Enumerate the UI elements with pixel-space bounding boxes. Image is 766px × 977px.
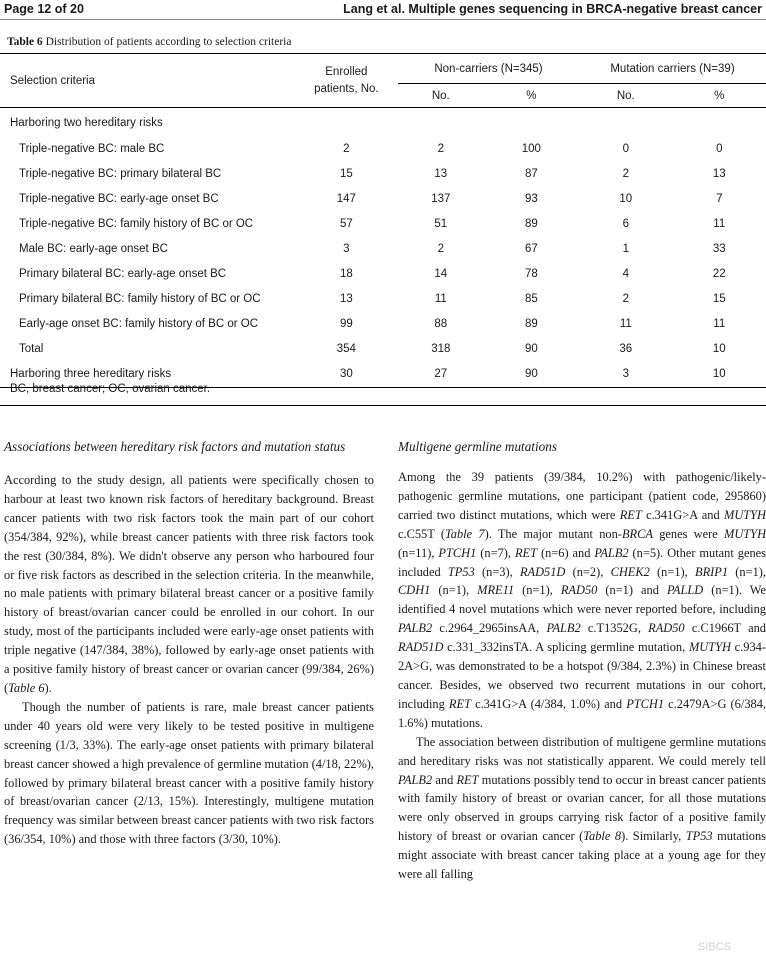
paragraph-male-patients: Though the number of patients is rare, male breast cancer patients under 40 years old were very likely to be tested positive in multigene screening (1/3, 33%). The early-age onset patients with primary bilateral breast cancer showed a high prevalence of germline mutation (4/18, 22%), followed by primary bilateral breast cancer with a positive family history of breast/ovarian cancer (2/13, 15%). Interestingly, multigene mutation frequency was similar between breast cancer patients with two risk factors (36/354, 10%) and those with three factors (3/30, 10%).: [4, 699, 374, 847]
cell-criteria: Primary bilateral BC: family history of BC or OC: [19, 292, 261, 305]
italic-term: MUTYH: [724, 507, 766, 522]
cell-enrolled: 18: [339, 267, 353, 280]
italic-term: Table 7: [445, 526, 485, 541]
italic-term: RET: [619, 507, 642, 522]
italic-term: PTCH1: [438, 545, 477, 560]
paragraph-text: (n=2),: [565, 564, 611, 579]
running-title: Lang et al. Multiple genes sequencing in BRCA-negative breast cancer: [343, 2, 762, 16]
paragraph-text: c.341G>A (4/384, 1.0%) and: [470, 696, 627, 711]
italic-term: PTCH1: [626, 696, 665, 711]
cell-criteria: Male BC: early-age onset BC: [19, 242, 168, 255]
italic-term: PALB2: [398, 621, 433, 636]
cell-enrolled: 13: [339, 292, 353, 305]
italic-term: Table 8: [583, 829, 622, 844]
paragraph-text: (n=1),: [430, 583, 478, 598]
cell-mc-no: 2: [622, 167, 629, 180]
paragraph-text: According to the study design, all patients were specifically chosen to harbour at least two known risk factors of hereditary background. Breast cancer patients with two risk factors took the main part of our cohort (354/384, 92%), while breast cancer patients with three risk factors took the rest (30/384, 8%). We didn't observe any person who harboured four or five risk factors as described in the selection criteria. In the meanwhile, no male patients with primary bilateral breast cancer or a positive family history of breast/ovarian cancer could be enrolled in our cohort. In our study, most of the participants included were early-age onset patients with triple negative (147/384, 38%), followed by early-age onset patients with a positive family history of breast cancer or ovarian cancer (99/384, 26%) (: [4, 473, 374, 695]
paragraph-text: (n=6) and: [536, 545, 595, 560]
cell-mc-pct: 13: [712, 167, 726, 180]
cell-nc-pct: 89: [524, 217, 538, 230]
header-mc-pct: %: [673, 84, 766, 108]
italic-term: PALB2: [594, 545, 629, 560]
italic-term: MUTYH: [724, 526, 766, 541]
italic-term: CHEK2: [610, 564, 650, 579]
cell-nc-pct: 90: [484, 361, 579, 388]
right-column: [398, 438, 766, 884]
table-bottom-rule: [0, 405, 766, 406]
header-selection-criteria: Selection criteria: [0, 54, 295, 108]
paragraph-mutations-found: [398, 468, 766, 733]
table-caption-label: Table 6: [7, 36, 43, 48]
cell-mc-no: 0: [622, 142, 629, 155]
paragraph-text: mutations might associate with breast cancer taking place at a young age for they were all falling: [398, 829, 766, 882]
cell-criteria: Triple-negative BC: early-age onset BC: [19, 192, 219, 205]
group-label-two-risks: Harboring two hereditary risks: [10, 117, 163, 129]
cell-mc-pct: 22: [712, 267, 726, 280]
italic-term: PALB2: [398, 772, 433, 787]
cell-nc-pct: 85: [524, 292, 538, 305]
cell-mc-pct: 10: [712, 342, 726, 355]
cell-nc-no: 11: [434, 292, 447, 305]
paragraph-text: ). The major mutant non-: [484, 526, 622, 541]
table-caption-text: Distribution of patients according to selection criteria: [42, 36, 292, 48]
paragraph-text: (n=11),: [398, 545, 439, 560]
cell-mc-pct: 15: [712, 292, 726, 305]
cell-enrolled: 3: [343, 242, 350, 255]
cell-mc-pct: 33: [712, 242, 726, 255]
cell-nc-no: 2: [437, 142, 444, 155]
paragraph-text: c.C55T (: [398, 526, 445, 541]
cell-mc-no: 10: [619, 192, 633, 205]
italic-term: RAD50: [648, 621, 685, 636]
table-row: [0, 136, 766, 161]
cell-nc-pct: 78: [524, 267, 538, 280]
section-title-multigene: Multigene germline mutations: [398, 439, 557, 454]
italic-term: RET: [448, 696, 471, 711]
paragraph-text: and: [432, 772, 457, 787]
paragraph-text: (n=7),: [476, 545, 515, 560]
cell-enrolled: 147: [336, 192, 356, 205]
italic-term: PALB2: [546, 621, 581, 636]
paragraph-text: Among the 39 patients (39/384, 10.2%) with pathogenic/likely-pathogenic germline mutations, one participant (patient code, 295860) carried two distinct mutations, which were: [398, 470, 766, 522]
paragraph-text: genes were: [652, 526, 725, 541]
cell-enrolled: 2: [343, 142, 350, 155]
cell-criteria: Primary bilateral BC: early-age onset BC: [19, 267, 227, 280]
cell-mc-pct: 10: [673, 361, 766, 388]
italic-term: BRCA: [621, 526, 653, 541]
watermark-logo: [698, 941, 760, 959]
italic-term: MRE11: [477, 583, 515, 598]
paragraph-text: (n=1),: [514, 583, 561, 598]
cell-mc-no: 3: [579, 361, 673, 388]
cell-nc-no: 137: [431, 192, 451, 205]
paragraph-text: ). Similarly,: [621, 829, 686, 844]
table-row: [0, 186, 766, 211]
italic-term: TP53: [447, 564, 475, 579]
cell-enrolled: 57: [339, 217, 353, 230]
cell-mc-no: 6: [622, 217, 629, 230]
table-row: [0, 311, 766, 336]
table-reference: Table 6: [8, 680, 45, 695]
cell-mc-no: 2: [622, 292, 629, 305]
cell-nc-no: 14: [434, 267, 448, 280]
paragraph-text-end: ).: [44, 680, 52, 695]
cell-enrolled: 99: [339, 317, 353, 330]
paragraph-text: c.934-2A>G, was demonstrated to be a hotspot (9/384, 2.3%) in Chinese breast cancer. Besides, we observed two recurrent mutations in our cohort, including: [398, 640, 766, 711]
cell-enrolled: 354: [336, 342, 356, 355]
table-footnote: BC, breast cancer; OC, ovarian cancer.: [10, 383, 211, 395]
table-row: [0, 211, 766, 236]
cell-mc-pct: 11: [713, 217, 726, 230]
cell-criteria: Triple-negative BC: male BC: [19, 142, 165, 155]
cell-criteria: Harboring three hereditary risks: [0, 361, 295, 388]
cell-mc-pct: 0: [716, 142, 723, 155]
cell-criteria: Triple-negative BC: family history of BC or OC: [19, 217, 254, 230]
paragraph-text: c.2964_2965insAA,: [432, 621, 547, 636]
cell-mc-no: 36: [619, 342, 633, 355]
cell-nc-no: 318: [431, 342, 451, 355]
paragraph-text: (n=1),: [649, 564, 695, 579]
distribution-table: [0, 53, 766, 388]
running-header: [0, 0, 766, 18]
italic-term: TP53: [685, 829, 713, 844]
cell-nc-no: 88: [434, 317, 448, 330]
cell-nc-pct: 100: [521, 142, 541, 155]
italic-term: BRIP1: [695, 564, 729, 579]
cell-criteria: Early-age onset BC: family history of BC or OC: [19, 317, 259, 330]
header-noncarriers: Non-carriers (N=345): [398, 54, 579, 84]
page-number: Page 12 of 20: [4, 2, 84, 16]
table-container: [0, 53, 766, 388]
italic-term: MUTYH: [688, 640, 731, 655]
cell-nc-no: 51: [434, 217, 448, 230]
paragraph-text: c.341G>A and: [641, 507, 724, 522]
cell-mc-pct: 11: [713, 317, 726, 330]
paragraph-text: mutations possibly tend to occur in breast cancer patients with family history of breast or ovarian cancer, for all those mutations were only observed in groups carrying risk factor of a positive family history of breast or ovarian cancer (: [398, 772, 766, 844]
italic-term: RET: [514, 545, 537, 560]
cell-nc-pct: 89: [524, 317, 538, 330]
cell-nc-pct: 87: [524, 167, 538, 180]
paragraph-text: c.2479A>G (6/384, 1.6%) mutations.: [398, 696, 766, 730]
paragraph-text: c.C1966T and: [684, 621, 766, 636]
cell-enrolled: 15: [339, 167, 353, 180]
italic-term: RAD51D: [519, 564, 566, 579]
table-row: [0, 261, 766, 286]
cell-nc-no: 13: [434, 167, 448, 180]
italic-term: RAD51D: [398, 640, 444, 655]
italic-term: CDH1: [398, 583, 431, 598]
cell-nc-no: 2: [437, 242, 444, 255]
cell-nc-pct: 90: [524, 342, 538, 355]
header-enrolled: [295, 54, 398, 108]
paragraph-text: (n=5). Other mutant genes included: [398, 545, 766, 579]
cell-criteria: Triple-negative BC: primary bilateral BC: [19, 167, 222, 180]
paragraph-text: The association between distribution of multigene germline mutations and hereditary risks was not statistically apparent. We could merely tell: [398, 734, 766, 768]
header-nc-pct: %: [484, 84, 579, 108]
paragraph-text: (n=1). We identified 4 novel mutations which were never reported before, including: [398, 583, 766, 617]
header-nc-no: No.: [398, 84, 484, 108]
paragraph-association: [398, 733, 766, 884]
section-title-associations: Associations between hereditary risk factors and mutation status: [4, 439, 346, 454]
cell-mc-no: 11: [619, 317, 632, 330]
table-row-total: [0, 336, 766, 361]
cell-criteria: Total: [19, 342, 44, 355]
left-column: [4, 438, 374, 849]
table-row: [0, 236, 766, 261]
cell-mc-no: 1: [622, 242, 629, 255]
cell-nc-pct: 93: [524, 192, 538, 205]
paragraph-text: c.T1352G,: [580, 621, 649, 636]
header-enrolled-text: Enrolled patients, No.: [314, 65, 379, 95]
paragraph-text: c.331_332insTA. A splicing germline mutation,: [443, 640, 689, 655]
cell-mc-pct: 7: [716, 192, 723, 205]
cell-mc-no: 4: [622, 267, 629, 280]
paragraph-text: (n=1) and: [597, 583, 667, 598]
paragraph-study-design: [4, 471, 374, 698]
italic-term: RAD50: [560, 583, 598, 598]
paragraph-text: (n=3),: [474, 564, 520, 579]
italic-term: PALLD: [666, 583, 704, 598]
cell-enrolled: 30: [295, 361, 398, 388]
header-rule: [0, 19, 766, 20]
cell-nc-no: 27: [398, 361, 484, 388]
watermark-text: SIBCS: [698, 941, 732, 953]
table-row: [0, 286, 766, 311]
italic-term: RET: [456, 772, 479, 787]
table-caption: [7, 36, 291, 48]
header-carriers: Mutation carriers (N=39): [579, 54, 766, 84]
header-mc-no: No.: [579, 84, 673, 108]
cell-nc-pct: 67: [524, 242, 538, 255]
table-row: [0, 161, 766, 186]
paragraph-text: (n=1),: [728, 564, 766, 579]
